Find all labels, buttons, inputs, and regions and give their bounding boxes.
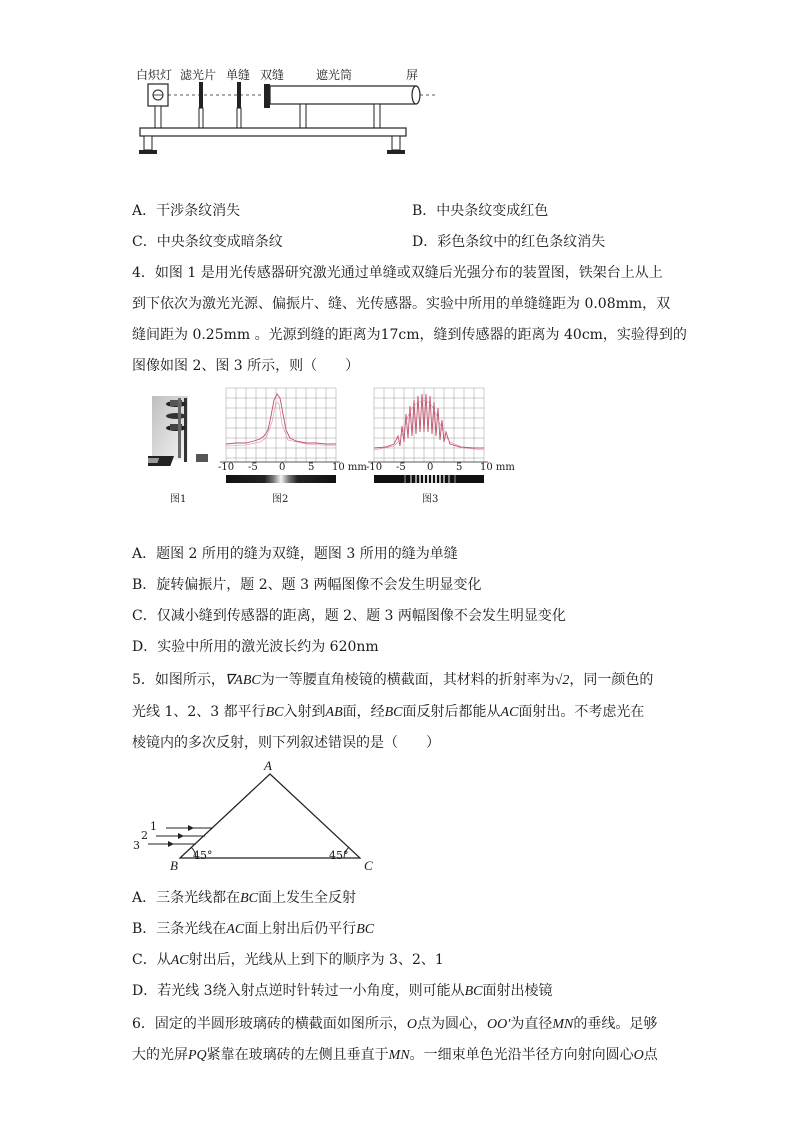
q6-l1-o: O [406,1017,418,1032]
apparatus-label-tube: 遮光筒 [316,68,353,82]
q5-vertex-b: B [170,858,178,873]
q6-l1-mn: MN [552,1017,574,1032]
q6-stem-line-2 [132,1045,658,1066]
q5-stem2-b: 入射到 [283,704,326,720]
q5-stem-line-3: 棱镜内的多次反射，则下列叙述错误的是（ ） [132,735,440,751]
q5-angle-c: 45° [329,849,349,862]
q6-l2-pq: PQ [188,1048,207,1063]
q5-stem2-bc: BC [265,705,284,720]
q4-stem-line-4: 图像如图 2、图 3 所示，则（ ） [132,358,360,374]
q5-stem1-pre: 5．如图所示， [132,672,225,688]
q5-option-d [132,981,552,1002]
q5-stem2-bc2: BC [384,705,403,720]
q5-prism-drawing [130,762,390,880]
q5-prism-figure [130,758,390,880]
q6-stem-line-1 [132,1014,657,1035]
q6-l1-d: 的垂线。足够 [573,1016,658,1032]
q4-fig3-tick-neg5: -5 [396,462,406,473]
q4-caption-fig2: 图2 [272,494,289,505]
q4-fig2-fringe-strip [226,475,336,483]
q3-option-c: C．中央条纹变成暗条纹 [132,234,283,250]
q4-stem-line-2: 到下依次为激光光源、偏振片、缝、光传感器。实验中所用的单缝缝距为 0.08mm，双 [132,296,671,312]
q5-stem1-root: √2 [554,673,570,688]
q4-figure-1 [148,390,218,505]
q5-stem2-ac: AC [500,705,519,720]
apparatus-label-screen: 屏 [406,68,419,82]
q5-optC-pre: C．从 [132,952,171,968]
q5-optC-post: 射出后，光线从上到下的顺序为 3、2、1 [188,952,444,968]
q4-figure-3 [364,386,515,506]
q3-option-b: B．中央条纹变成红色 [412,203,549,219]
q4-option-a: A．题图 2 所用的缝为双缝，题图 3 所用的缝为单缝 [132,546,458,562]
q6-l1-oo: OO′ [487,1017,511,1032]
q5-optA-post: 面上发生全反射 [258,890,357,906]
q5-option-b [132,919,374,940]
q6-l2-o: O [633,1048,644,1063]
q6-l1-c: 为直径 [510,1016,553,1032]
q4-fig2-tick-5: 5 [308,462,315,473]
q4-caption-fig1: 图1 [170,494,187,505]
apparatus-label-double-slit: 双缝 [260,68,285,82]
q4-option-b: B．旋转偏振片，题 2、题 3 两幅图像不会发生明显变化 [132,577,482,593]
q6-l2-d: 点 [643,1047,658,1063]
q5-stem1-end: ，同一颜色的 [569,672,654,688]
q4-fig2-tick-neg5: -5 [248,462,258,473]
q5-option-c [132,950,444,971]
q5-stem1-triangle: ∇ABC [224,673,261,688]
q5-stem2-a: 光线 1、2、3 都平行 [132,704,266,720]
q6-l1-b: 点为圆心， [417,1016,488,1032]
q4-caption-fig3: 图3 [422,494,439,505]
q6-l1-a: 6．固定的半圆形玻璃砖的横截面如图所示， [132,1016,407,1032]
q4-option-c: C．仅减小缝到传感器的距离，题 2、题 3 两幅图像不会发生明显变化 [132,608,566,624]
q5-stem2-ab: AB [325,705,343,720]
q5-vertex-c: C [364,858,373,873]
apparatus-label-single-slit: 单缝 [226,68,251,82]
q5-angle-b: 45° [193,849,213,862]
apparatus-label-lamp: 白炽灯 [136,68,173,82]
q5-ray-1: 1 [150,820,157,833]
q6-l2-a: 大的光屏 [132,1047,188,1063]
q5-ray-2: 2 [141,829,148,842]
q4-fig2-tick-10: 10 mm [332,462,367,473]
q5-optB-bc: BC [356,922,375,937]
q5-optB-ac: AC [226,922,245,937]
q4-fig3-fringe-strip [374,475,484,483]
q5-optA-bc: BC [240,891,259,906]
q5-stem1-post: 为一等腰直角棱镜的横截面，其材料的折射率为 [260,672,555,688]
q3-option-a: A．干涉条纹消失 [132,203,241,219]
q5-stem2-e: 面射出。不考虑光在 [518,704,645,720]
q4-stem-line-1: 4．如图 1 是用光传感器研究激光通过单缝或双缝后光强分布的装置图，铁架台上从上 [132,265,663,281]
q5-optA-pre: A．三条光线都在 [132,890,241,906]
q4-figure-1-drawing [148,390,218,475]
q6-l2-c: 。一细束单色光沿半径方向射向圆心 [409,1047,634,1063]
q4-fig3-tick-neg10: -10 [366,462,383,473]
q4-fig2-tick-neg10: -10 [218,462,235,473]
q5-vertex-a: A [264,758,272,773]
q4-fig3-tick-5: 5 [456,462,463,473]
q5-optB-mid: 面上射出后仍平行 [244,921,357,937]
q5-optC-ac: AC [170,953,189,968]
q4-fig3-tick-0: 0 [427,462,434,473]
q5-stem-line-1 [132,670,653,691]
q5-option-a [132,888,356,909]
q4-stem-line-3: 缝间距为 0.25mm 。光源到缝的距离为17cm，缝到传感器的距离为 40cm，实验得到的 [132,327,687,343]
apparatus-drawing [130,60,440,170]
q5-optD-pre: D．若光线 3绕入射点逆时针转过一小角度，则可能从 [132,983,465,999]
apparatus-label-filter: 滤光片 [180,68,217,82]
q4-figure-2 [216,386,367,506]
q4-option-d: D．实验中所用的激光波长约为 620nm [132,639,379,655]
q5-optD-post: 面射出棱镜 [482,983,553,999]
q5-stem2-c: 面，经 [342,704,385,720]
q5-optD-bc: BC [464,984,483,999]
q6-l2-mn: MN [388,1048,410,1063]
q5-stem-line-2 [132,702,644,723]
q5-optB-pre: B．三条光线在 [132,921,227,937]
q5-ray-3: 3 [133,839,140,852]
apparatus-figure [130,60,440,170]
q4-fig2-tick-0: 0 [279,462,286,473]
q5-stem2-d: 面反射后都能从 [402,704,501,720]
q4-fig3-tick-10: 10 mm [480,462,515,473]
q3-option-d: D．彩色条纹中的红色条纹消失 [412,234,606,250]
q6-l2-b: 紧靠在玻璃砖的左侧且垂直于 [206,1047,389,1063]
